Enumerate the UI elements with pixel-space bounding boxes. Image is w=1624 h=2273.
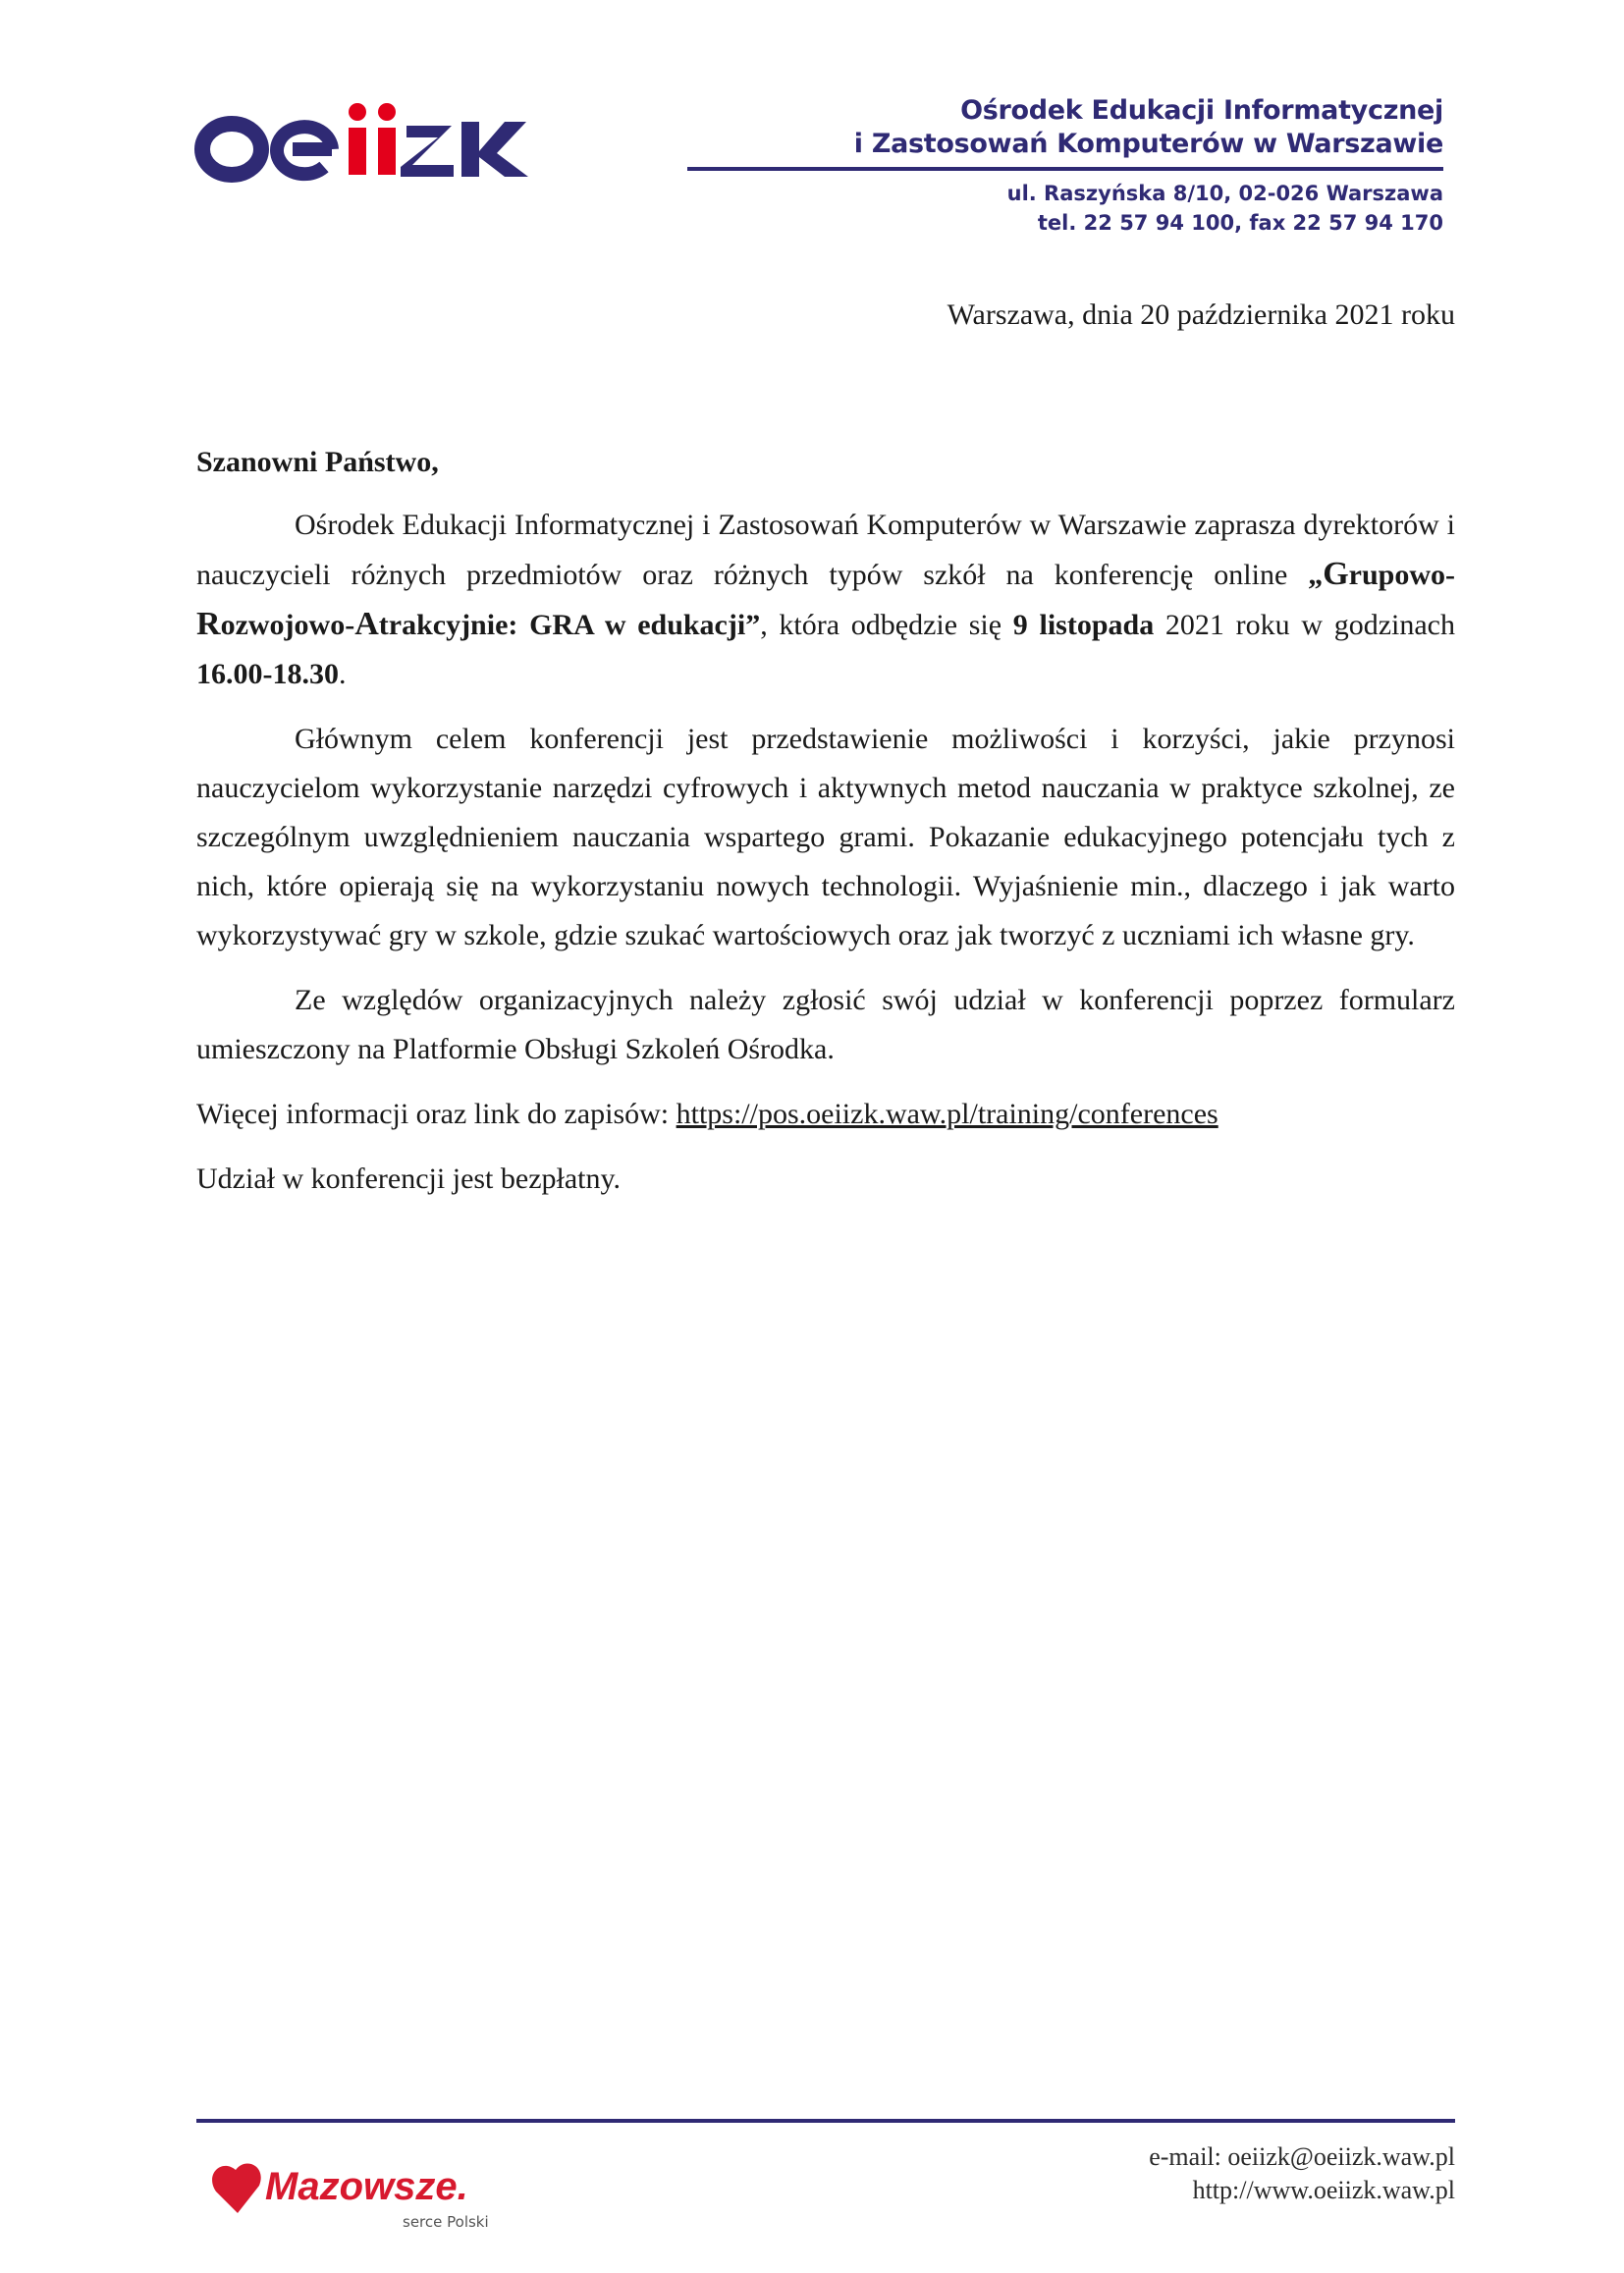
quote-open: „ [1308, 559, 1324, 591]
organization-block [687, 94, 1443, 235]
letter-date: Warszawa, dnia 20 października 2021 roku [947, 298, 1455, 331]
invitation-year: 2021 roku w godzinach [1154, 609, 1455, 641]
invitation-end: . [339, 658, 347, 690]
title-part-2: ozwojowo- [220, 609, 355, 641]
quote-close: ” [745, 609, 761, 641]
registration-link[interactable]: https://pos.oeiizk.waw.pl/training/conferences [676, 1098, 1218, 1130]
mazowsze-logo [208, 2144, 522, 2233]
title-initial-a: A [354, 606, 379, 642]
mazowsze-wordmark: Mazowsze. [265, 2165, 468, 2208]
paragraph-more-info [196, 1090, 1455, 1139]
footer-website[interactable]: http://www.oeiizk.waw.pl [1192, 2176, 1455, 2204]
title-initial-g: G [1323, 556, 1349, 592]
greeting: Szanowni Państwo, [196, 446, 439, 478]
organization-contact [687, 179, 1443, 238]
title-initial-r: R [196, 606, 221, 642]
invitation-mid: , która odbędzie się [760, 609, 1013, 641]
paragraph-invitation [196, 501, 1455, 699]
conference-date: 9 listopada [1012, 609, 1155, 641]
title-part-1: rupowo- [1348, 559, 1455, 591]
organization-name-line1: Ośrodek Edukacji Informatycznej [960, 95, 1443, 126]
organization-name-line2: i Zastosowań Komputerów w Warszawie [853, 129, 1443, 159]
footer-email[interactable]: e-mail: oeiizk@oeiizk.waw.pl [1149, 2142, 1455, 2171]
invitation-intro: Ośrodek Edukacji Informatycznej i Zastosowań Komputerów w Warszawie zaprasza dyrektorów i nauczycieli różnych przedmiotów oraz różnych typów szkół na konferencję online [196, 509, 1455, 591]
header-divider [687, 167, 1443, 171]
paragraph-registration: Ze względów organizacyjnych należy zgłosić swój udział w konferencji poprzez formularz umieszczony na Platformie Obsługi Szkoleń Ośrodka. [196, 984, 1455, 1065]
conference-hours: 16.00-18.30 [196, 658, 339, 690]
title-part-3: trakcyjnie: GRA w edukacji [378, 609, 746, 641]
paragraph-free: Udział w konferencji jest bezpłatny. [196, 1163, 622, 1195]
address-line: ul. Raszyńska 8/10, 02-026 Warszawa [1006, 182, 1443, 205]
footer-contact [1149, 2140, 1455, 2207]
phone-line: tel. 22 57 94 100, fax 22 57 94 170 [1037, 211, 1443, 235]
more-info-label: Więcej informacji oraz link do zapisów: [196, 1098, 677, 1130]
oeiizk-logo [194, 94, 528, 185]
paragraph-goal: Głównym celem konferencji jest przedstawienie możliwości i korzyści, jakie przynosi nauczycielom wykorzystanie narzędzi cyfrowych i aktywnych metod nauczania w praktyce szkolnej, ze szczególnym uwzględnieniem nauczania wspartego grami. Pokazanie edukacyjnego potencjału tych z nich, które opierają się na wykorzystaniu nowych technologii. Wyjaśnienie min., dlaczego i jak warto wykorzystywać gry w szkole, gdzie szukać wartościowych oraz jak tworzyć z uczniami ich własne gry. [196, 723, 1455, 951]
letter-body [196, 438, 1455, 1219]
footer-divider [196, 2119, 1455, 2123]
mazowsze-tagline: serce Polski [403, 2213, 489, 2231]
